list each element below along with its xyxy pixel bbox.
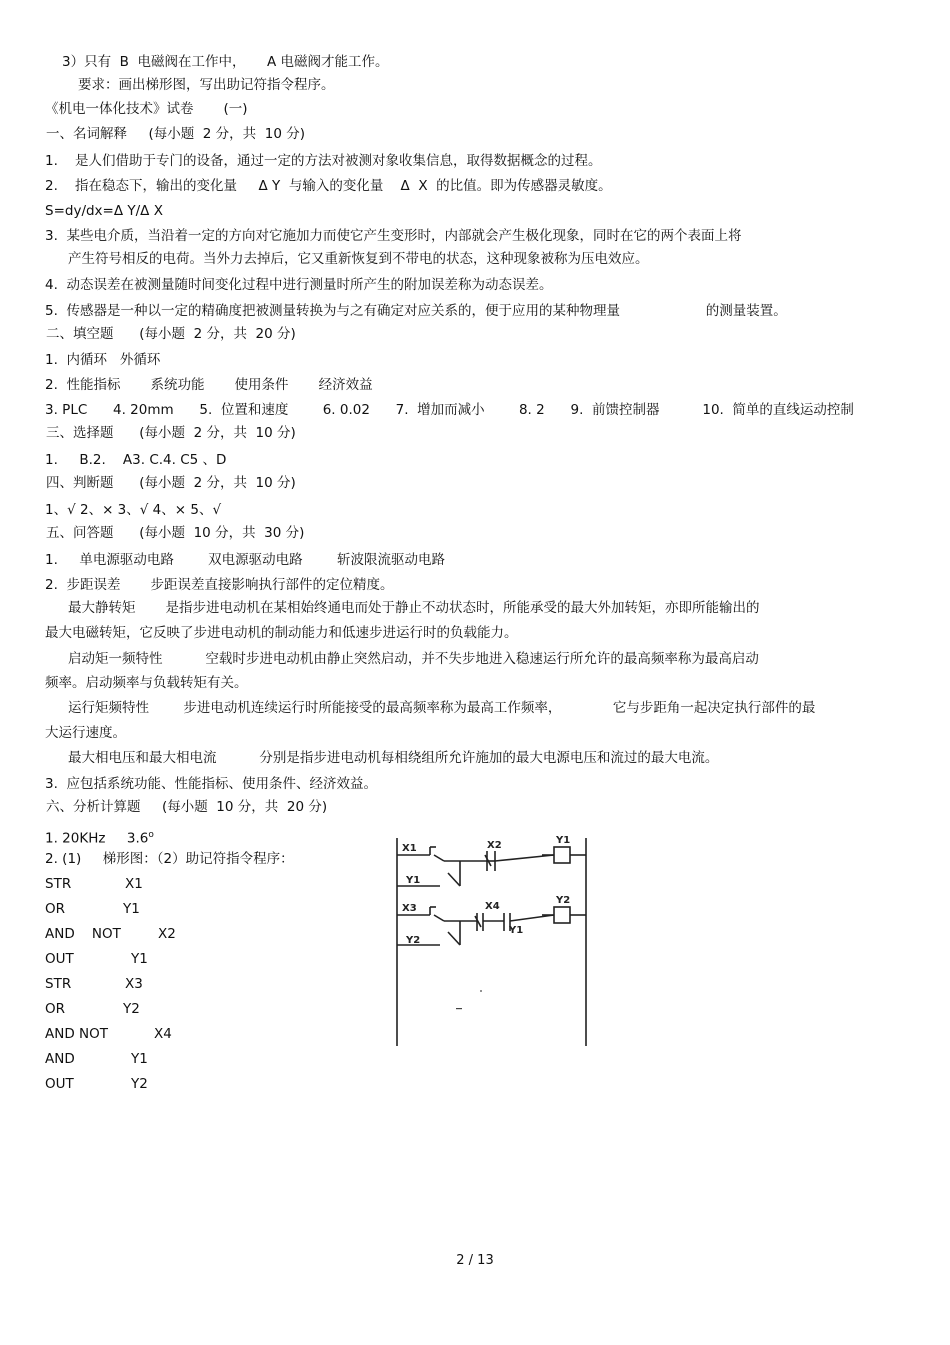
section-heading-6: 六、分析计算题 (每小题 10 分，共 20 分): [46, 799, 328, 815]
answer-1-5: 5. 传感器是一种以一定的精确度把被测量转换为与之有确定对应关系的，便于应用的某种物理量 的测量装置。: [45, 303, 787, 319]
program-arg: Y2: [131, 1076, 148, 1092]
answer-6-1: [45, 826, 154, 848]
answer-5-2-phase: 最大相电压和最大相电流 分别是指步进电动机每相绕组所允许施加的最大电源电压和流过的最大电流。: [68, 750, 719, 766]
answer-4: 1、√ 2、× 3、√ 4、× 5、√: [45, 502, 222, 518]
answer-2-1: 1. 内循环 外循环: [45, 352, 161, 368]
ladder-label-y2-coil: Y2: [556, 895, 571, 906]
answer-5-2-run: 运行矩频特性 步进电动机连续运行时所能接受的最高频率称为最高工作频率， 它与步距角一起决定执行部件的最: [68, 700, 816, 716]
program-op: AND NOT: [45, 1026, 108, 1042]
answer-3: 1. B.2. A3. C.4. C5 、D: [45, 452, 227, 468]
program-arg: Y1: [131, 951, 148, 967]
program-arg: Y1: [131, 1051, 148, 1067]
ladder-label-y1-coil: Y1: [556, 835, 571, 846]
section-heading-5: 五、问答题 (每小题 10 分，共 30 分): [46, 525, 305, 541]
answer-1-3: 3. 某些电介质，当沿着一定的方向对它施加力而使它产生变形时，内部就会产生极化现象，同时在它的两个表面上将: [45, 228, 742, 244]
text-line-1: 3）只有 B 电磁阀在工作中， A 电磁阀才能工作。: [62, 54, 389, 70]
section-heading-1: 一、名词解释 (每小题 2 分，共 10 分): [46, 126, 306, 142]
ladder-diagram: [392, 833, 597, 1053]
program-arg: Y1: [123, 901, 140, 917]
program-op: STR: [45, 976, 72, 992]
text-line-2: 要求：画出梯形图，写出助记符指令程序。: [78, 77, 335, 93]
program-arg: X3: [125, 976, 143, 992]
ladder-label-x1: X1: [402, 843, 417, 854]
formula-line: S=dy/dx=Δ Y/Δ X: [45, 203, 163, 219]
program-op: OR: [45, 901, 66, 917]
answer-5-3: 3. 应包括系统功能、性能指标、使用条件、经济效益。: [45, 776, 377, 792]
program-arg: X4: [154, 1026, 172, 1042]
answer-6-1-text: 1. 20KHz 3.6: [45, 830, 149, 847]
program-arg: X2: [158, 926, 176, 942]
answer-1-1: 1. 是人们借助于专门的设备，通过一定的方法对被测对象收集信息，取得数据概念的过程。: [45, 153, 602, 169]
answer-5-2-torque-cont: 最大电磁转矩，它反映了步进电动机的制动能力和低速步进运行时的负载能力。: [45, 625, 518, 641]
answer-2-2: 2. 性能指标 系统功能 使用条件 经济效益: [45, 377, 373, 393]
answer-1-2: 2. 指在稳态下，输出的变化量 Δ Y 与输入的变化量 Δ X 的比值。即为传感器灵敏度。: [45, 178, 612, 194]
ladder-label-y1-contact: Y1: [406, 875, 421, 886]
exam-title: 《机电一体化技术》试卷 (一): [45, 101, 248, 117]
program-arg: X1: [125, 876, 143, 892]
ladder-label-y2-contact: Y2: [406, 935, 421, 946]
program-op: OUT: [45, 951, 74, 967]
program-arg: Y2: [123, 1001, 140, 1017]
answer-1-3-cont: 产生符号相反的电荷。当外力去掉后，它又重新恢复到不带电的状态，这种现象被称为压电效应。: [68, 251, 649, 267]
page-number: 2 / 13: [456, 1253, 494, 1268]
program-op: AND: [45, 1051, 75, 1067]
answer-6-2: 2. (1) 梯形图：（2）助记符指令程序：: [45, 851, 294, 867]
ladder-label-x4: X4: [485, 901, 500, 912]
section-heading-3: 三、选择题 (每小题 2 分，共 10 分): [46, 425, 296, 441]
answer-5-2-start-cont: 频率。启动频率与负载转矩有关。: [45, 675, 248, 691]
answer-5-2-run-cont: 大运行速度。: [45, 725, 126, 741]
program-op: OR: [45, 1001, 66, 1017]
program-op: OUT: [45, 1076, 74, 1092]
ladder-label-y1-series: Y1: [509, 925, 524, 936]
answer-5-2: 2. 步距误差 步距误差直接影响执行部件的定位精度。: [45, 577, 394, 593]
answer-5-1: 1. 单电源驱动电路 双电源驱动电路 斩波限流驱动电路: [45, 552, 445, 568]
section-heading-2: 二、填空题 (每小题 2 分，共 20 分): [46, 326, 296, 342]
answer-2-3-10: 3. PLC 4. 20mm 5. 位置和速度 6. 0.02 7. 增加而减小 8. 2 9. 前馈控制器 10. 简单的直线运动控制: [45, 402, 854, 418]
ladder-label-x2: X2: [487, 840, 502, 851]
section-heading-4: 四、判断题 (每小题 2 分，共 10 分): [46, 475, 296, 491]
degree-mark: o: [148, 830, 154, 840]
program-op: AND NOT: [45, 926, 121, 942]
program-op: STR: [45, 876, 72, 892]
answer-1-4: 4. 动态误差在被测量随时间变化过程中进行测量时所产生的附加误差称为动态误差。: [45, 277, 553, 293]
ladder-label-x3: X3: [402, 903, 417, 914]
answer-5-2-start: 启动矩一频特性 空载时步进电动机由静止突然启动，并不失步地进入稳速运行所允许的最高频率称为最高启动: [68, 651, 759, 667]
answer-5-2-torque: 最大静转矩 是指步进电动机在某相始终通电而处于静止不动状态时，所能承受的最大外加转矩，亦即所能输出的: [68, 600, 760, 616]
